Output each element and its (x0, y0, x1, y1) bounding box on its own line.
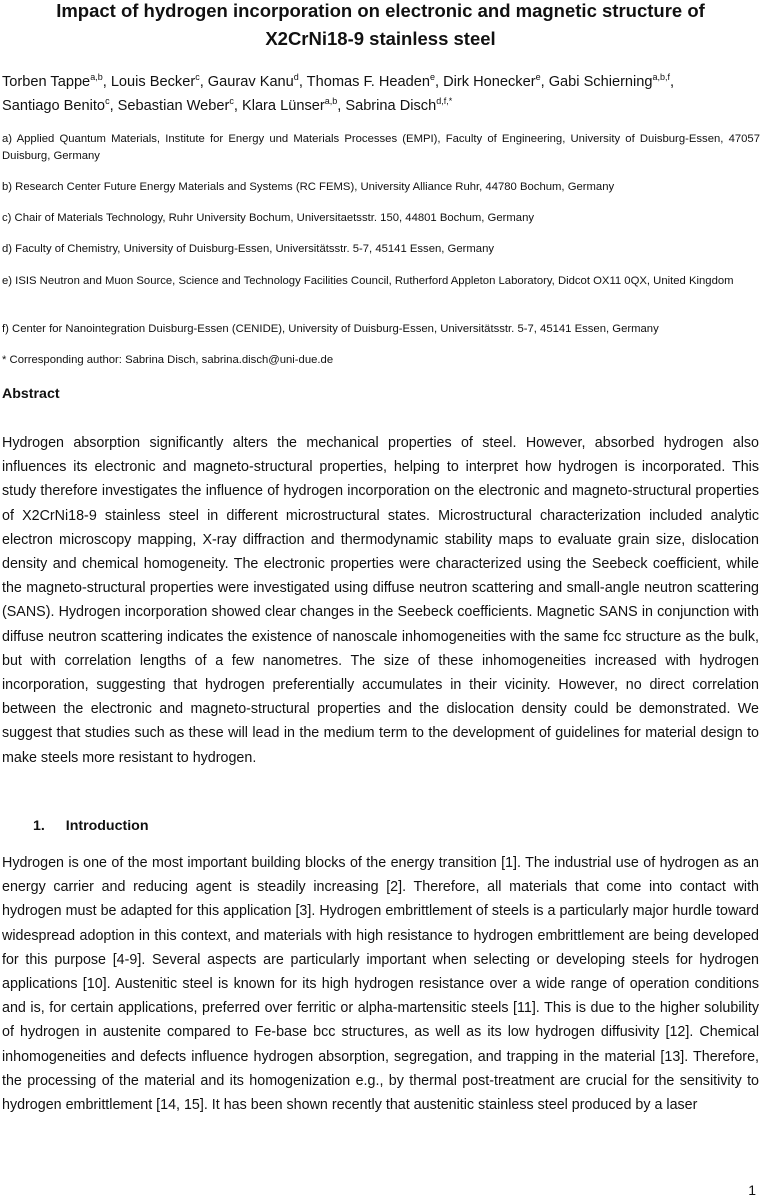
introduction-text: Hydrogen is one of the most important building blocks of the energy transition [1]. The industrial use of hydrogen as an energy carrier and reducing agent is steadily increasing [2]. Therefore, all materials that come into contact with hydrogen must be adapted for this application [3]. Hydrogen embrittlement of steels is a particularly major hurdle toward widespread adoption in this context, and materials with high resistance to hydrogen embrittlement are being developed for this purpose [4-9]. Several aspects are particularly important when selecting or developing steels for hydrogen applications [10]. Austenitic steel is known for its high hydrogen resistance over a wide range of operation conditions and is, for certain applications, preferred over ferritic or alpha-martensitic steels [11]. This is due to the higher solubility of hydrogen in austenite compared to Fe-base bcc structures, as well as its low hydrogen diffusivity [12]. Chemical inhomogeneities and defects influence hydrogen absorption, segregation, and trapping in the material [13]. Therefore, the processing of the material and its homogenization e.g., by thermal post-treatment are crucial for the sensitivity to hydrogen embrittlement [14, 15]. It has been shown recently that austenitic stainless steel produced by a laser (2, 855, 759, 1114)
title-line-1: Impact of hydrogen incorporation on electronic and magnetic structure of (56, 0, 705, 21)
author: Santiago Benito$^c$ (2, 96, 110, 114)
affiliation-c: c) Chair of Materials Technology, Ruhr University Bochum, Universitaetsstr. 150, 44801 Bochum, Germany (2, 212, 535, 224)
author: Gaurav Kanu$^d$ (207, 72, 299, 90)
author-list: Torben Tappe$^{a,b}$, Louis Becker$^c$, Gaurav Kanu$^d$, Thomas F. Headen$^e$, Dirk Honecker$^e$, Gabi Schierning$^{a,b,f}$, Santiago Benito$^c$, Sebastian Weber$^c$, Klara Lünser$^{a,b}$, Sabrina Disch$^{d,f,*}$ (2, 72, 675, 114)
author: Sebastian Weber$^c$ (117, 96, 234, 114)
affiliation-a: a) Applied Quantum Materials, Institute for Energy und Materials Processes (EMPI), Faculty of Engineering, University of Duisburg-Essen, 47057 Duisburg, Germany (2, 133, 760, 162)
abstract-text: Hydrogen absorption significantly alters the mechanical properties of steel. However, absorbed hydrogen also influences its electronic and magneto-structural properties, helping to interpret how hydrogen is incorporated. This study therefore investigates the influence of hydrogen incorporation on the electronic and magneto-structural properties of X2CrNi18-9 stainless steel in different microstructural states. Microstructural characterization included analytic electron microscopy mapping, X-ray diffraction and thermodynamic stability maps to evaluate grain size, dislocation density and chemical homogeneity. The electronic properties were characterized using the Seebeck coefficient, while the magneto-structural properties were investigated using diffuse neutron scattering and small-angle neutron scattering (SANS). Hydrogen incorporation showed clear changes in the Seebeck coefficients. Magnetic SANS in conjunction with diffuse neutron scattering indicates the existence of nanoscale inhomogeneities with the same fcc structure as the bulk, but with correlation lengths of a few nanometres. The size of these inhomogeneities increased with hydrogen incorporation, suggesting that hydrogen preferentially accumulates in their vicinity. However, no direct correlation between the electronic and magneto-structural properties and the dislocation density could be demonstrated. We suggest that studies such as these will lead in the medium term to the development of guidelines for material design to make steels more resistant to hydrogen. (2, 435, 759, 766)
page-number: 1 (748, 1182, 756, 1198)
paper-title (0, 0, 761, 53)
section-number: 1. (33, 818, 45, 834)
corresponding-author: * Corresponding author: Sabrina Disch, sabrina.disch@uni-due.de (2, 354, 334, 366)
affiliation-b: b) Research Center Future Energy Materials and Systems (RC FEMS), University Alliance Ruhr, 44780 Bochum, Germany (2, 181, 615, 193)
author: Torben Tappe$^{a,b}$ (2, 72, 103, 90)
title-line-2: X2CrNi18-9 stainless steel (265, 28, 496, 49)
section-title: Introduction (65, 818, 149, 834)
author: Klara Lünser$^{a,b}$ (241, 96, 338, 114)
author: Sabrina Disch$^{d,f,*}$ (345, 96, 453, 114)
affiliation-e: e) ISIS Neutron and Muon Source, Science and Technology Facilities Council, Rutherford Appleton Laboratory, Didcot OX11 0QX, United Kingdom (2, 275, 734, 287)
author: Dirk Honecker$^e$ (443, 72, 541, 90)
abstract-heading: Abstract (2, 386, 60, 402)
affiliation-d: d) Faculty of Chemistry, University of Duisburg-Essen, Universitätsstr. 5-7, 45141 Essen, Germany (2, 243, 495, 255)
affiliation-f: f) Center for Nanointegration Duisburg-Essen (CENIDE), University of Duisburg-Essen, Universitätsstr. 5-7, 45141 Essen, Germany (2, 323, 659, 335)
author: Gabi Schierning$^{a,b,f}$ (548, 72, 671, 90)
author: Louis Becker$^c$ (110, 72, 200, 90)
author: Thomas F. Headen$^e$ (306, 72, 435, 90)
section-heading-introduction (33, 816, 149, 836)
